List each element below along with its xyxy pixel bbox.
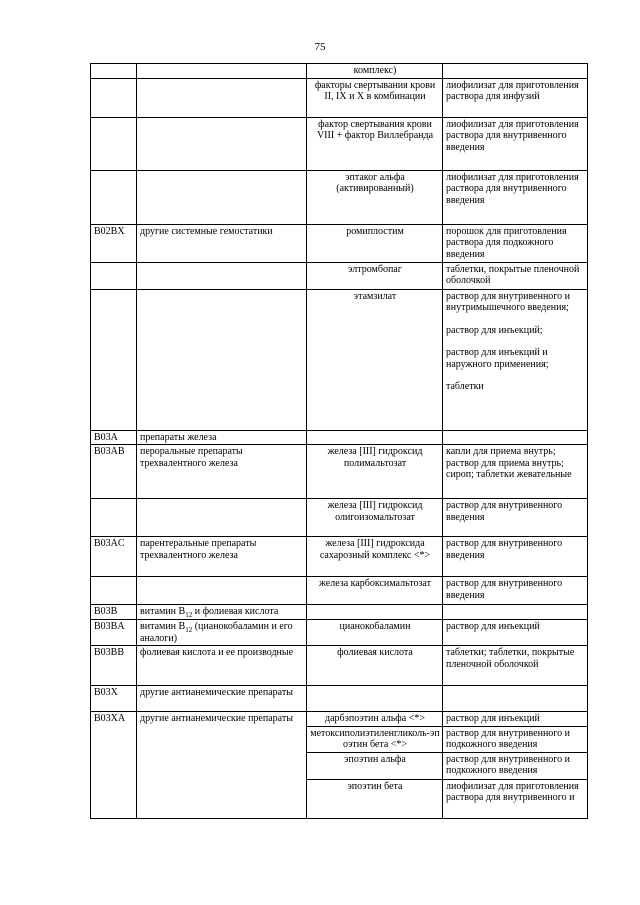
dosage-form-item: раствор для внутривенного и внутримышечного введения;: [446, 290, 571, 313]
drug-name: цианокобаламин: [307, 620, 443, 646]
drug-name: фактор свертывания крови VIII + фактор Виллебранда: [307, 117, 443, 170]
atc-code: B03AC: [91, 537, 137, 577]
drug-name: эпоэтин бета: [307, 779, 443, 818]
dosage-form: [443, 117, 588, 170]
table-row: [91, 605, 588, 620]
dosage-form: [443, 605, 588, 620]
table-row: [91, 117, 588, 170]
atc-group: препараты железа: [137, 430, 307, 445]
table-row: [91, 170, 588, 224]
dosage-form-item: раствор для внутривенного и подкожного введения: [446, 753, 571, 776]
atc-code: [91, 262, 137, 289]
atc-group: [137, 605, 307, 620]
dosage-form-item: таблетки, покрытые пленочной оболочкой: [446, 263, 580, 286]
drug-name: ромиплостим: [307, 224, 443, 262]
atc-group: пероральные препараты трехвалентного железа: [137, 445, 307, 499]
group-subscript: 12: [185, 611, 193, 619]
dosage-form-item: капли для приема внутрь; раствор для приема внутрь; сироп; таблетки жевательные: [446, 446, 572, 480]
atc-group: [137, 64, 307, 79]
dosage-form: [443, 537, 588, 577]
atc-group: [137, 499, 307, 537]
atc-code: B03AB: [91, 445, 137, 499]
atc-code: B03B: [91, 605, 137, 620]
drug-name: этамзилат: [307, 289, 443, 430]
dosage-form: [443, 646, 588, 686]
dosage-form: [443, 170, 588, 224]
drug-name: фолиевая кислота: [307, 646, 443, 686]
atc-code: B03XA: [91, 712, 137, 819]
atc-group: фолиевая кислота и ее производные: [137, 646, 307, 686]
dosage-form: [443, 262, 588, 289]
drug-name: [307, 686, 443, 712]
dosage-form-item: раствор для инъекций;: [446, 324, 543, 336]
dosage-form: [443, 78, 588, 117]
dosage-form-item: раствор для внутривенного и подкожного введения: [446, 727, 571, 750]
atc-code: [91, 78, 137, 117]
atc-group: другие системные гемостатики: [137, 224, 307, 262]
dosage-form: [443, 686, 588, 712]
table-row: [91, 445, 588, 499]
table-row: [91, 64, 588, 79]
table-row: [91, 224, 588, 262]
dosage-form-item: лиофилизат для приготовления раствора для внутривенного введения: [446, 118, 579, 153]
dosage-form: [443, 620, 588, 646]
atc-group: [137, 78, 307, 117]
atc-group: другие антианемические препараты: [137, 712, 307, 819]
atc-code: B03A: [91, 430, 137, 445]
atc-group: [137, 577, 307, 605]
dosage-form-item: таблетки; таблетки, покрытые пленочной оболочкой: [446, 647, 575, 670]
drug-name: комплекс): [307, 64, 443, 79]
atc-code: [91, 117, 137, 170]
table-row: [91, 646, 588, 686]
dosage-form-item: раствор для внутривенного введения: [446, 500, 563, 523]
drug-name: дарбэпоэтин альфа <*>: [307, 712, 443, 727]
drug-name: метоксиполиэтиленгликоль-эпоэтин бета <*>: [307, 726, 443, 752]
dosage-form-item: раствор для инъекций и наружного применения;: [446, 347, 549, 370]
table-row: [91, 78, 588, 117]
atc-code: [91, 289, 137, 430]
dosage-form-item: раствор для инъекций: [446, 713, 540, 724]
drug-table: [90, 63, 588, 819]
group-subscript: 12: [185, 626, 193, 634]
atc-group: [137, 289, 307, 430]
atc-group: [137, 620, 307, 646]
drug-name: железа [III] гидроксида сахарозный комплекс <*>: [307, 537, 443, 577]
dosage-form-item: лиофилизат для приготовления раствора для внутривенного введения: [446, 171, 579, 206]
dosage-form: [443, 430, 588, 445]
table-row: [91, 712, 588, 727]
atc-group: [137, 117, 307, 170]
drug-name: железа [III] гидроксид олигоизомальтозат: [307, 499, 443, 537]
table-row: [91, 537, 588, 577]
atc-code: B03X: [91, 686, 137, 712]
atc-code: [91, 170, 137, 224]
group-text: витамин B: [140, 621, 186, 632]
dosage-form-item: порошок для приготовления раствора для подкожного введения: [446, 225, 567, 260]
dosage-form-item: лиофилизат для приготовления раствора для инфузий: [446, 79, 579, 102]
drug-name: [307, 430, 443, 445]
atc-group: [137, 262, 307, 289]
drug-name: элтромбопаг: [307, 262, 443, 289]
atc-code: B03BA: [91, 620, 137, 646]
group-text-tail: и фолиевая кислота: [192, 606, 279, 617]
dosage-form-item: раствор для внутривенного введения: [446, 538, 563, 561]
table-row: [91, 262, 588, 289]
dosage-form: [443, 712, 588, 727]
table-row: [91, 430, 588, 445]
drug-name: [307, 605, 443, 620]
atc-group: другие антианемические препараты: [137, 686, 307, 712]
dosage-form: [443, 64, 588, 79]
dosage-form: [443, 289, 588, 430]
drug-name: факторы свертывания крови II, IX и X в комбинации: [307, 78, 443, 117]
atc-group: парентеральные препараты трехвалентного железа: [137, 537, 307, 577]
table-row: [91, 620, 588, 646]
table-row: [91, 499, 588, 537]
table-row: [91, 577, 588, 605]
dosage-form: [443, 499, 588, 537]
atc-code: B02BX: [91, 224, 137, 262]
dosage-form: [443, 577, 588, 605]
dosage-form: [443, 752, 588, 779]
dosage-form-item: раствор для инъекций: [446, 621, 540, 632]
atc-group: [137, 170, 307, 224]
atc-code: B03BB: [91, 646, 137, 686]
dosage-form: [443, 726, 588, 752]
atc-code: [91, 64, 137, 79]
dosage-form-item: раствор для внутривенного введения: [446, 578, 563, 601]
atc-code: [91, 577, 137, 605]
table-row: [91, 289, 588, 430]
drug-name: эптаког альфа (активированный): [307, 170, 443, 224]
atc-code: [91, 499, 137, 537]
dosage-form: [443, 779, 588, 818]
drug-name: железа карбоксимальтозат: [307, 577, 443, 605]
dosage-form-item: таблетки: [446, 381, 484, 392]
drug-name: эпоэтин альфа: [307, 752, 443, 779]
dosage-form-item: лиофилизат для приготовления раствора для внутривенного и: [446, 780, 579, 803]
dosage-form: [443, 445, 588, 499]
table-row: [91, 686, 588, 712]
page-number: 75: [314, 41, 326, 53]
group-text-tail: (цианокобаламин и его аналоги): [140, 621, 293, 644]
dosage-form: [443, 224, 588, 262]
group-text: витамин B: [140, 606, 186, 617]
drug-name: железа [III] гидроксид полимальтозат: [307, 445, 443, 499]
